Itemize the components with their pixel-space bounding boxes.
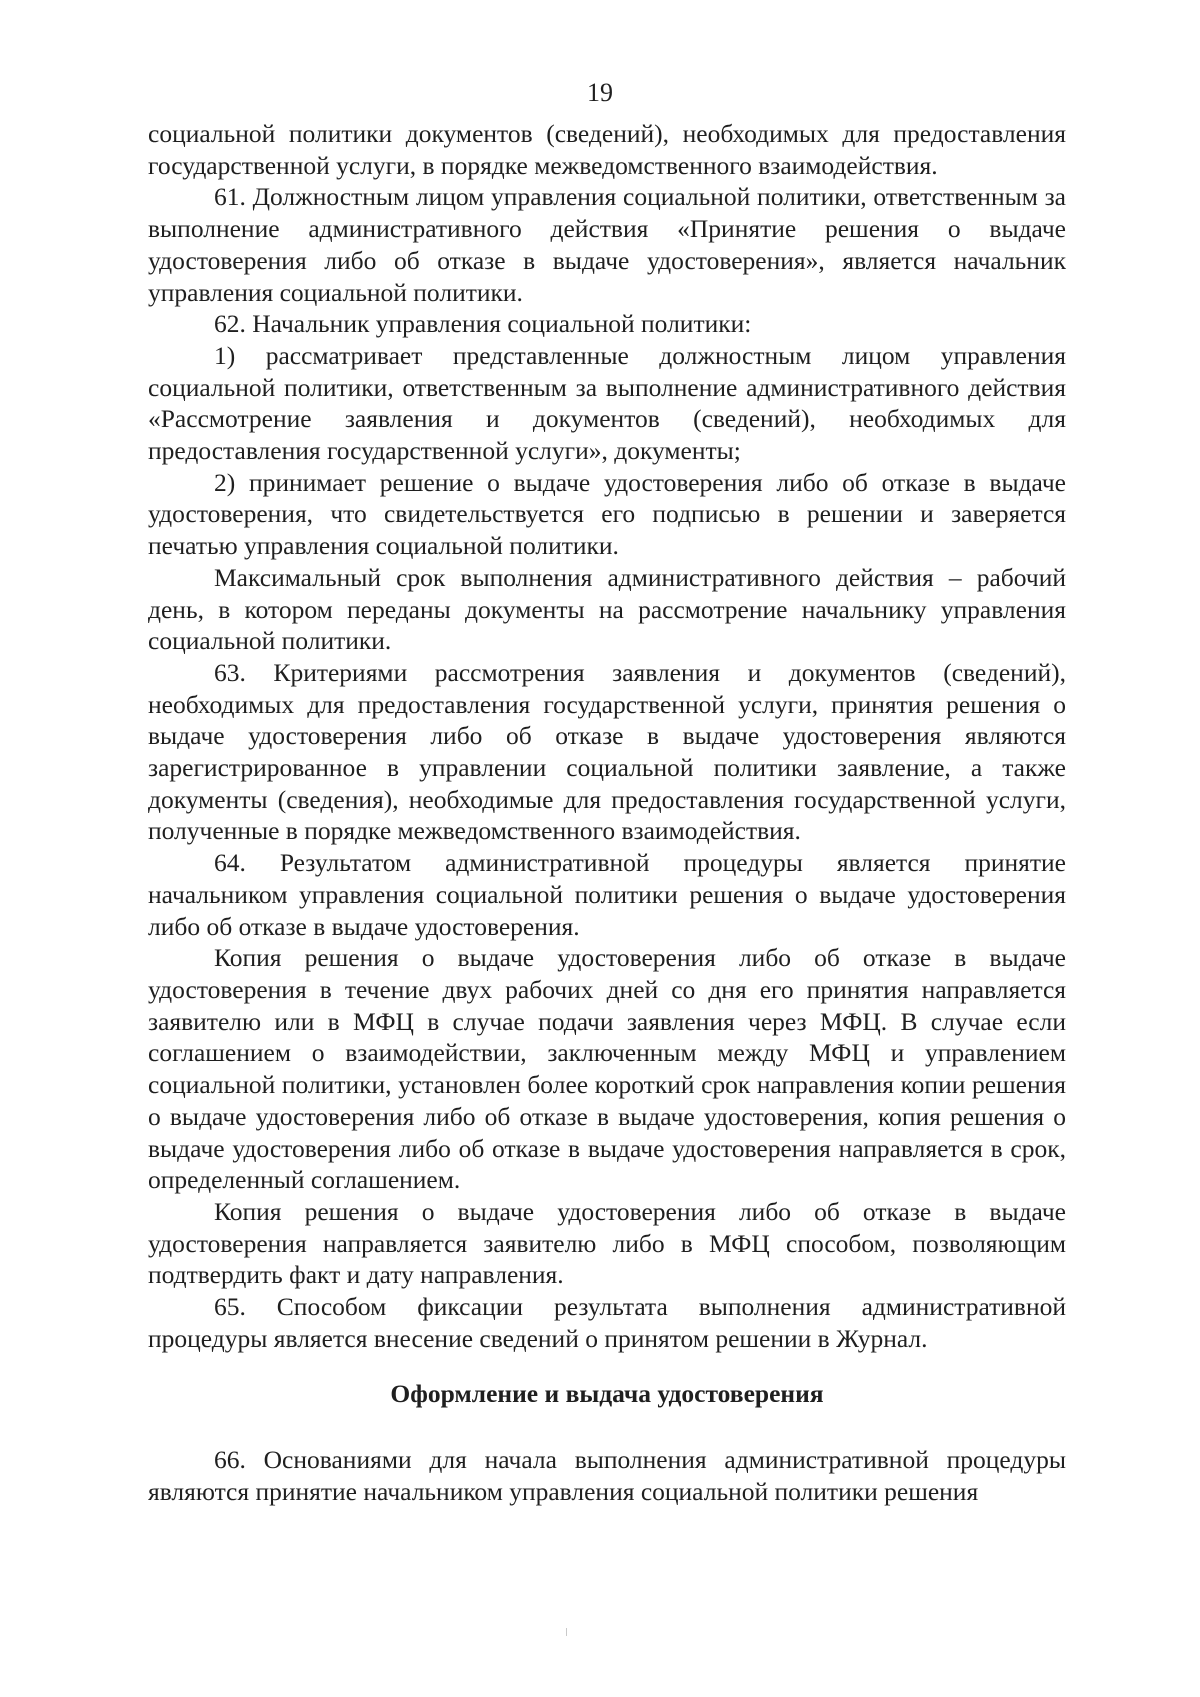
paragraph-62-item-1: 1) рассматривает представленные должностным лицом управления социальной политики, ответственным за выполнение административного действия «Рассмотрение заявления и документов (сведений), необходимых для предоставления государственной услуги», документы; bbox=[148, 340, 1066, 466]
paragraph-continuation: социальной политики документов (сведений), необходимых для предоставления государственной услуги, в порядке межведомственного взаимодействия. bbox=[148, 119, 1066, 180]
paragraph-66: 66. Основаниями для начала выполнения административной процедуры являются принятие начальником управления социальной политики решения bbox=[148, 1445, 1066, 1506]
paragraph-copy-method: Копия решения о выдаче удостоверения либо об отказе в выдаче удостоверения направляется заявителю либо в МФЦ способом, позволяющим подтвердить факт и дату направления. bbox=[148, 1196, 1066, 1290]
paragraph-61: 61. Должностным лицом управления социальной политики, ответственным за выполнение административного действия «Принятие решения о выдаче удостоверения либо об отказе в выдаче удостоверения», является начальник управления социальной политики. bbox=[148, 182, 1066, 307]
paragraph-max-term: Максимальный срок выполнения административного действия – рабочий день, в котором переданы документы на рассмотрение начальнику управления социальной политики. bbox=[148, 562, 1066, 656]
paragraph-65: 65. Способом фиксации результата выполнения административной процедуры является внесение сведений о принятом решении в Журнал. bbox=[148, 1292, 1066, 1353]
paragraph-copy-decision: Копия решения о выдаче удостоверения либо об отказе в выдаче удостоверения в течение двух рабочих дней со дня его принятия направляется заявителю или в МФЦ в случае подачи заявления через МФЦ. В случае если соглашением о взаимодействии, заключенным между МФЦ и управлением социальной политики, установлен более короткий срок направления копии решения о выдаче удостоверения либо об отказе в выдаче удостоверения, копия решения о выдаче удостоверения либо об отказе в выдаче удостоверения направляется в срок, определенный соглашением. bbox=[148, 943, 1066, 1195]
document-body bbox=[148, 118, 1066, 1508]
page-number: 19 bbox=[587, 78, 613, 107]
section-heading: Оформление и выдача удостоверения bbox=[390, 1379, 824, 1409]
paragraph-63: 63. Критериями рассмотрения заявления и документов (сведений), необходимых для предоставления государственной услуги, принятия решения о выдаче удостоверения либо об отказе в выдаче удостоверения являются зарегистрированное в управлении социальной политики заявление, а также документы (сведения), необходимые для предоставления государственной услуги, полученные в порядке межведомственного взаимодействия. bbox=[148, 657, 1066, 846]
paragraph-64: 64. Результатом административной процедуры является принятие начальником управления социальной политики решения о выдаче удостоверения либо об отказе в выдаче удостоверения. bbox=[148, 848, 1066, 941]
scan-artifact bbox=[566, 1628, 567, 1636]
paragraph-62: 62. Начальник управления социальной политики: bbox=[214, 309, 752, 339]
paragraph-62-item-2: 2) принимает решение о выдаче удостоверения либо об отказе в выдаче удостоверения, что свидетельствуется его подписью в решении и заверяется печатью управления социальной политики. bbox=[148, 467, 1066, 561]
